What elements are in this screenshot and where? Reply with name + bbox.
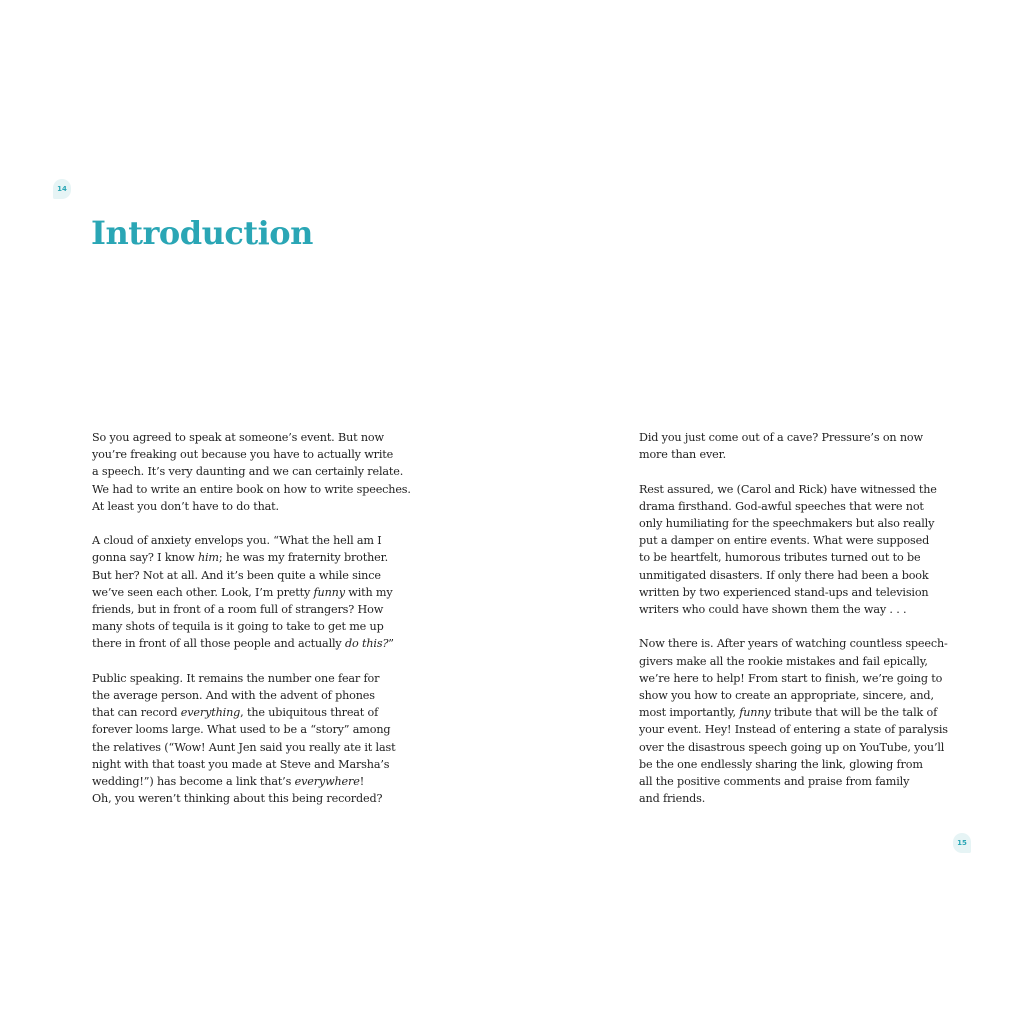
text-line: we’re here to help! From start to finish, we’re going to (639, 671, 943, 685)
text-line: show you how to create an appropriate, sincere, and, (639, 689, 934, 703)
text-line: drama firsthand. God-awful speeches that were not (639, 499, 924, 513)
text-line: many shots of tequila is it going to take to get me up (92, 620, 384, 634)
text-line: friends, but in front of a room full of strangers? How (92, 603, 384, 617)
paragraph (92, 670, 397, 808)
text-line: givers make all the rookie mistakes and fail epically, (639, 654, 928, 668)
text-line: Did you just come out of a cave? Pressure’s on now (639, 431, 923, 444)
text-line: We had to write an entire book on how to write speeches. (92, 482, 411, 496)
paragraph (92, 532, 397, 652)
text-line: Rest assured, we (Carol and Rick) have witnessed the (639, 482, 937, 496)
text-line: wedding!”) has become a link that’s everywhere! (92, 775, 365, 789)
paragraph (639, 429, 939, 463)
page-number-right: 15 (953, 833, 971, 853)
text-line: only humiliating for the speechmakers but also really (639, 517, 935, 530)
text-line: Oh, you weren’t thinking about this being recorded? (92, 792, 383, 806)
page-number-left: 14 (53, 179, 71, 199)
text-line: writers who could have shown them the way . . . (639, 603, 907, 617)
left-column (92, 429, 411, 825)
text-line: written by two experienced stand-ups and television (639, 585, 929, 599)
text-line: more than ever. (639, 448, 726, 462)
text-line: and friends. (639, 792, 706, 806)
text-line: Now there is. After years of watching countless speech- (639, 637, 948, 651)
page-title: Introduction (91, 214, 313, 252)
right-column (639, 429, 948, 825)
text-line: forever looms large. What used to be a “story” among (92, 723, 391, 737)
text-line: you’re freaking out because you have to actually write (92, 448, 394, 462)
text-line: At least you don’t have to do that. (92, 499, 279, 513)
text-line: gonna say? I know him; he was my fraternity brother. (92, 551, 389, 565)
text-line: to be heartfelt, humorous tributes turned out to be (639, 551, 921, 565)
text-line: over the disastrous speech going up on YouTube, you’ll (639, 740, 945, 754)
text-line: that can record everything, the ubiquitous threat of (92, 706, 379, 720)
text-line: night with that toast you made at Steve and Marsha’s (92, 757, 390, 771)
text-line: most importantly, funny tribute that will be the talk of (639, 706, 938, 720)
text-line: So you agreed to speak at someone’s event. But now (92, 431, 384, 444)
paragraph (92, 429, 411, 515)
text-line: Public speaking. It remains the number one fear for (92, 671, 380, 685)
text-line: be the one endlessly sharing the link, glowing from (639, 757, 923, 771)
text-line: a speech. It’s very daunting and we can certainly relate. (92, 465, 404, 479)
text-line: your event. Hey! Instead of entering a state of paralysis (639, 723, 948, 737)
text-line: there in front of all those people and actually do this?” (92, 637, 394, 651)
text-line: the average person. And with the advent of phones (92, 689, 375, 703)
text-line: all the positive comments and praise from family (639, 775, 910, 789)
paragraph (639, 635, 948, 807)
text-line: unmitigated disasters. If only there had been a book (639, 568, 929, 582)
text-line: A cloud of anxiety envelops you. “What the hell am I (92, 534, 382, 548)
text-line: But her? Not at all. And it’s been quite a while since (92, 568, 381, 582)
text-line: we’ve seen each other. Look, I’m pretty funny with my (92, 585, 393, 599)
text-line: put a damper on entire events. What were supposed (639, 534, 930, 548)
paragraph (639, 481, 939, 619)
text-line: the relatives (“Wow! Aunt Jen said you really ate it last (92, 740, 396, 754)
